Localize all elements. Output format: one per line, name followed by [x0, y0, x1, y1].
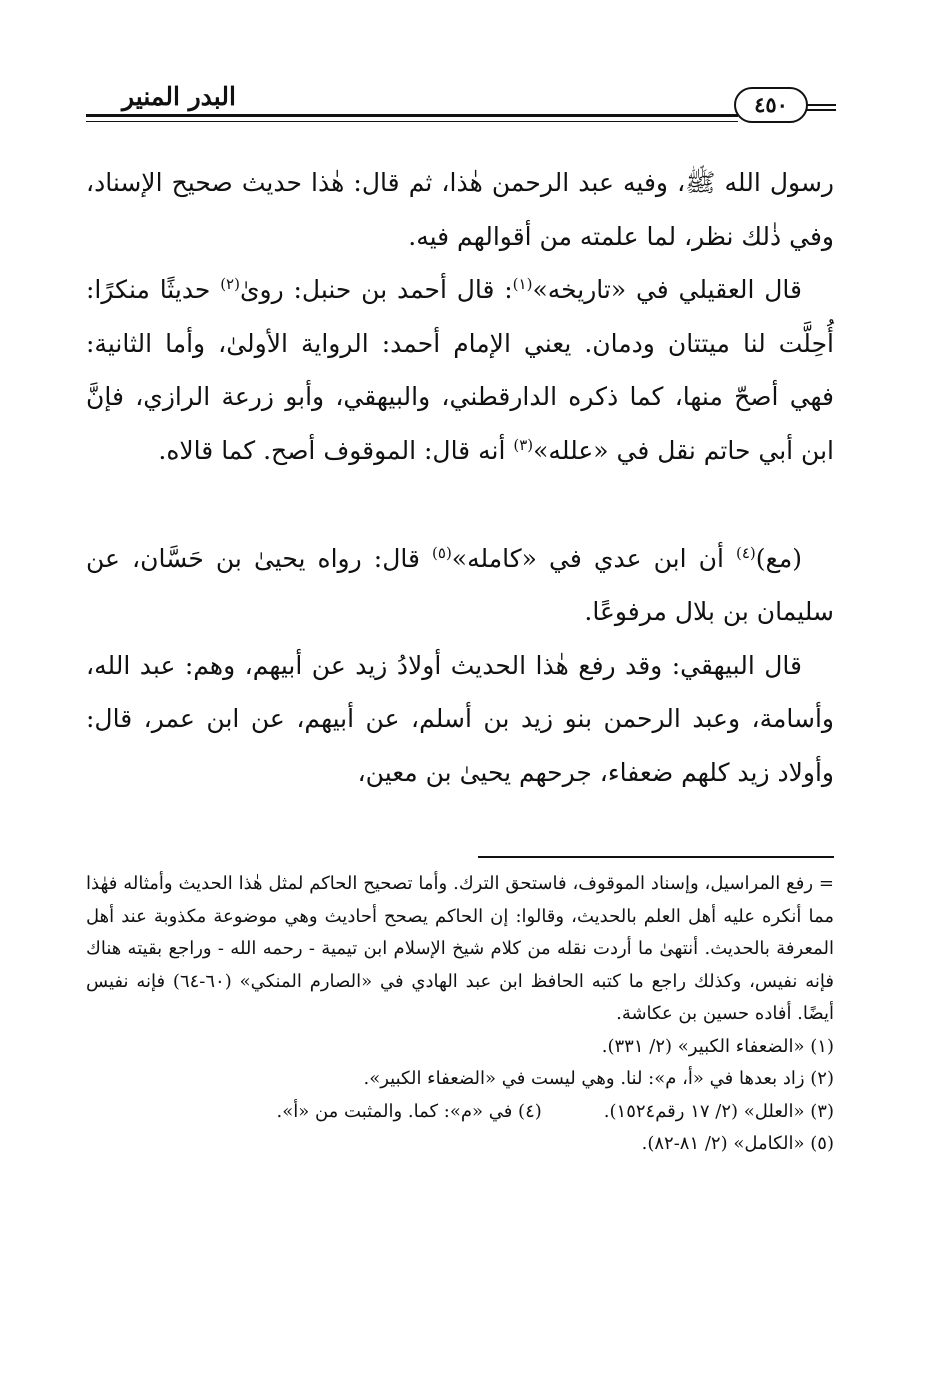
- footnote-ref: (٤): [736, 543, 756, 562]
- footnote: (٣) «العلل» (٢/ ١٧ رقم١٥٢٤).: [603, 1100, 834, 1122]
- paragraph-gap: [86, 478, 834, 532]
- footnote: (٢) زاد بعدها في «أ، م»: لنا. وهي ليست في «الضعفاء الكبير».: [363, 1068, 834, 1089]
- footnote-ref: (٥): [432, 543, 452, 562]
- footnote-ref: (٢): [220, 275, 240, 294]
- text-run: قال: رواه يحيىٰ بن حَسَّان، عن سليمان بن بلال مرفوعًا.: [86, 543, 834, 627]
- text-run: (مع): [755, 543, 802, 573]
- page-number: ٤٥٠: [734, 87, 808, 123]
- footnote-ref: (١): [512, 275, 533, 294]
- footnote-row: [86, 1096, 834, 1129]
- text-run: أن ابن عدي في «كامله»: [451, 543, 736, 573]
- running-title: البدر المنير: [122, 82, 236, 111]
- paragraph: رسول الله ﷺ، وفيه عبد الرحمن هٰذا، ثم قال: هٰذا حديث صحيح الإسناد، وفي ذٰلك نظر، لما علمته من أقوالهم فيه.: [86, 168, 834, 251]
- text-run: قال العقيلي في «تاريخه»: [532, 275, 802, 305]
- text-run: أنه قال: الموقوف أصح. كما قالاه.: [158, 435, 514, 465]
- text-run: حديثًا منكرًا: أُحِلَّت لنا ميتتان ودمان. يعني الإمام أحمد: الرواية الأولىٰ، وأما الثانية: فهي أصحّ منها، كما ذكره الدارقطني، والبيهقي، وأبو زرعة الرازي، فإنَّ ابن أبي حاتم نقل في «علله»: [86, 275, 834, 465]
- footnote-separator: [478, 856, 834, 858]
- footnote-continued: = رفع المراسيل، وإسناد الموقوف، فاستحق الترك. وأما تصحيح الحاكم لمثل هٰذا الحديث وأمثاله فهٰذا مما أنكره عليه أهل العلم بالحديث، وقالوا: إن الحاكم يصحح أحاديث وهي موضوعة مكذوبة عند أهل المعرفة بالحديث. أنتهىٰ ما أردت نقله من كلام شيخ الإسلام ابن تيمية - رحمه الله - وراجع بقيته هناك فإنه نفيس، وكذلك راجع ما كتبه الحافظ ابن عبد الهادي في «الصارم المنكي» (٦٠-٦٤) فإنه نفيس أيضًا. أفاده حسين بن عكاشة.: [86, 873, 834, 1024]
- header-rule: [86, 114, 738, 117]
- footnotes: [86, 868, 834, 1161]
- header-ornament-line: [806, 104, 836, 106]
- footnote-ref: (٣): [513, 435, 534, 454]
- paragraph: [86, 263, 834, 477]
- header-ornament-line: [806, 109, 836, 111]
- footnote: (٥) «الكامل» (٢/ ٨١-٨٢).: [641, 1133, 834, 1154]
- footnote: (٤) في «م»: كما. والمثبت من «أ».: [276, 1100, 542, 1122]
- page-header: [86, 82, 836, 130]
- footnote: (١) «الضعفاء الكبير» (٢/ ٣٣١).: [601, 1035, 834, 1057]
- header-rule-thin: [86, 121, 738, 122]
- text-run: : قال أحمد بن حنبل: روىٰ: [239, 275, 513, 305]
- paragraph: قال البيهقي: وقد رفع هٰذا الحديث أولادُ زيد عن أبيهم، وهم: عبد الله، وأسامة، وعبد الرحمن بنو زيد بن أسلم، عن أبيهم، عن ابن عمر، قال: وأولاد زيد كلهم ضعفاء، جرحهم يحيىٰ بن معين،: [86, 650, 834, 787]
- main-text: [86, 156, 834, 800]
- paragraph: [86, 532, 834, 639]
